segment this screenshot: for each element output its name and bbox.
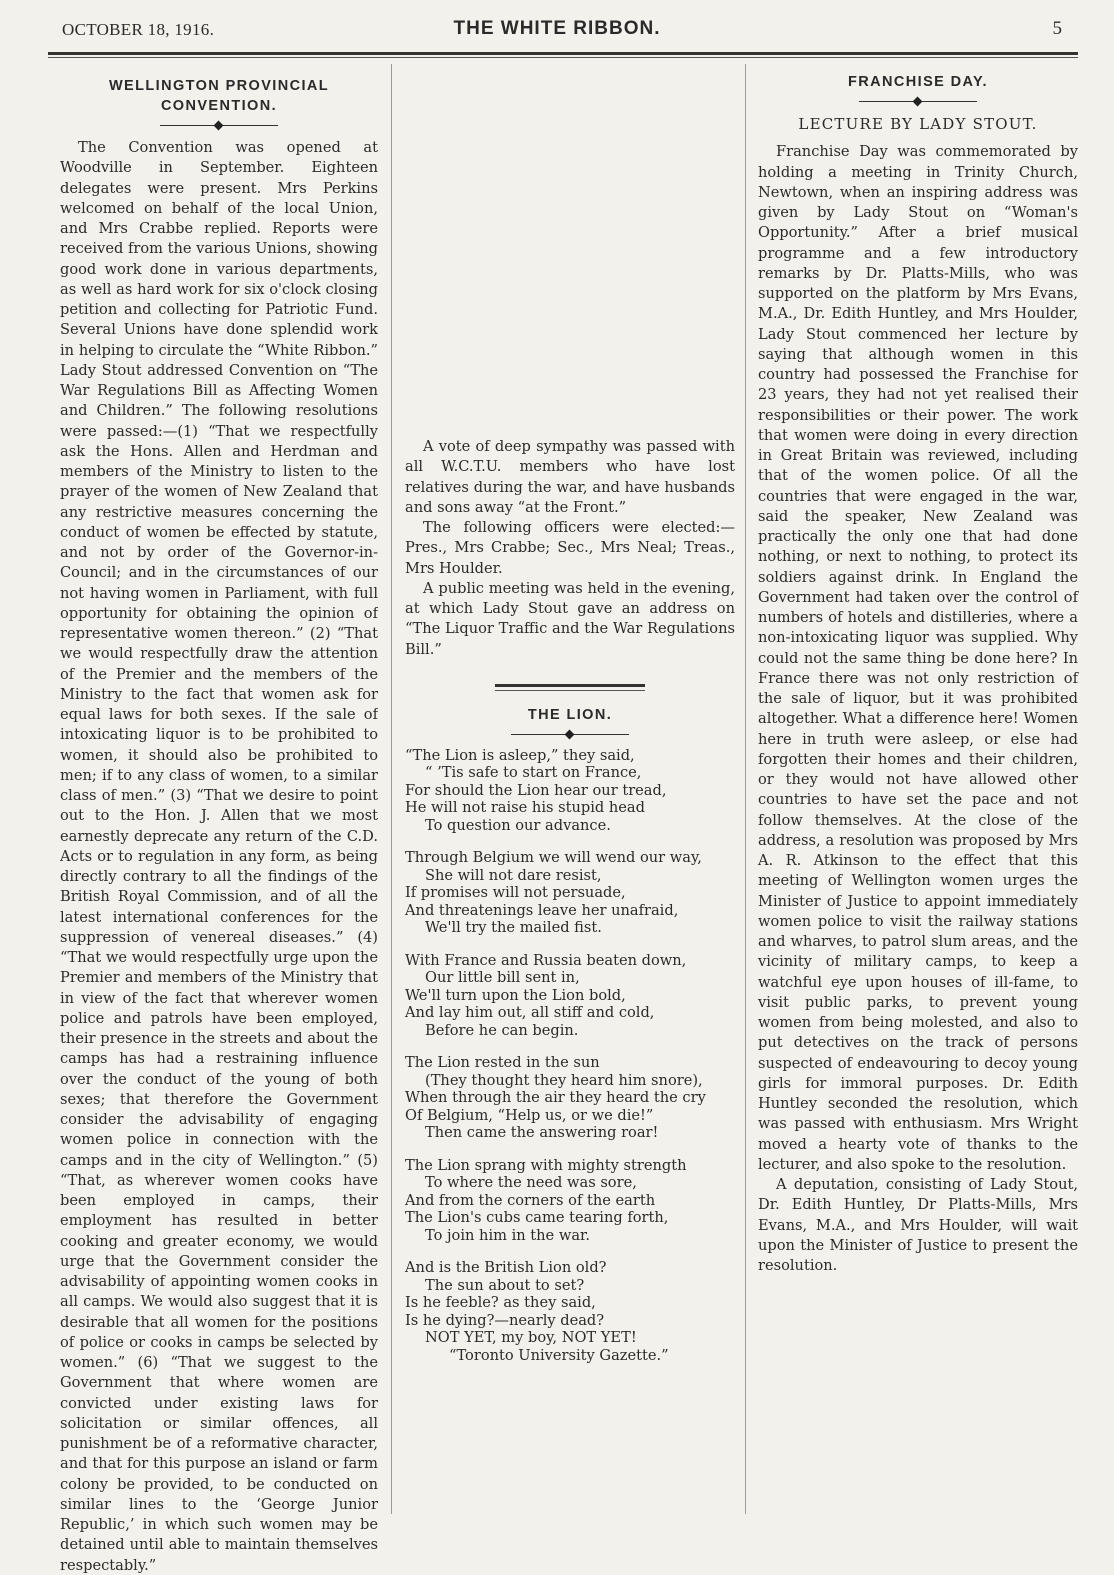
poem-line: Is he dying?—nearly dead? xyxy=(405,1311,605,1329)
wellington-para-2: A vote of deep sympathy was passed with all W.C.T.U. members who have lost relatives during the war, and have husbands and sons away “at the Front.” xyxy=(405,438,735,516)
poem-attribution: “Toronto University Gazette.” xyxy=(449,1346,669,1364)
poem-line: To join him in the war. xyxy=(425,1226,591,1244)
wellington-para-4: A public meeting was held in the evening, at which Lady Stout gave an address on “The Liquor Traffic and the War Regulations Bill.” xyxy=(405,579,735,658)
page-number: 5 xyxy=(1052,18,1062,39)
poem-line: For should the Lion hear our tread, xyxy=(405,781,667,799)
poem-stanza xyxy=(405,1157,735,1245)
poem-line: And from the corners of the earth xyxy=(405,1191,656,1209)
lion-poem xyxy=(405,747,735,1365)
article-heading-wellington: WELLINGTON PROVINCIAL CONVENTION. xyxy=(108,78,330,114)
article-heading-franchise: FRANCHISE DAY. xyxy=(848,74,988,90)
poem-line: Then came the answering roar! xyxy=(425,1124,659,1142)
poem-line: The Lion's cubs came tearing forth, xyxy=(405,1209,669,1227)
poem-line: Through Belgium we will wend our way, xyxy=(405,849,702,867)
poem-line: And threatenings leave her unafraid, xyxy=(405,901,679,919)
poem-line: And lay him out, all stiff and cold, xyxy=(405,1004,655,1022)
column-right xyxy=(758,72,1078,1276)
newspaper-title: THE WHITE RIBBON. xyxy=(453,18,661,39)
poem-line: Our little bill sent in, xyxy=(425,969,580,987)
poem-line: Is he feeble? as they said, xyxy=(405,1294,596,1312)
poem-stanza xyxy=(405,747,735,835)
column-divider xyxy=(391,64,392,1514)
poem-line: (They thought they heard him snore), xyxy=(425,1071,703,1089)
poem-line: If promises will not persuade, xyxy=(405,884,626,902)
heading-ornament xyxy=(859,98,977,106)
poem-line: With France and Russia beaten down, xyxy=(405,951,687,969)
poem-line: We'll turn upon the Lion bold, xyxy=(405,986,626,1004)
heading-ornament xyxy=(160,122,278,130)
poem-line: To question our advance. xyxy=(425,816,611,834)
wellington-para-1: The Convention was opened at Woodville in September. Eighteen delegates were present. Mrs Perkins welcomed on behalf of the local Union, and Mrs Crabbe replied. Reports were received from the various Unions, showing good work done in various departments, as well as hard work for six o'clock closing petition and collecting for Patriotic Fund. Several Unions have done splendid work in helping to circulate the “White Ribbon.” Lady Stout addressed Convention on “The War Regulations Bill as Affecting Women and Children.” The following resolutions were passed:—(1) “That we respectfully ask the Hons. Allen and Herdman and members of the Ministry to listen to the prayer of the women of New Zealand that any restrictive measures concerning the conduct of women be effected by statute, and not by order of the Governor-in-Council; and in the circumstances of our not having women in Parliament, with full opportunity for obtaining the opinion of representative women thereon.” (2) “That we would respectfully draw the attention of the Premier and the members of the Ministry to the fact that women ask for equal laws for both sexes. If the sale of intoxicating liquor is to be prohibited to women, it should also be prohibited to men; if to any class of women, to a similar class of men.” (3) “That we desire to point out to the Hon. J. Allen that we most earnestly deprecate any return of the C.D. Acts or to regulation in any form, as being directly contrary to all the findings of the British Royal Commission, and of all the latest international conferences for the suppression of venereal diseases.” (4) “That we would respectfully urge upon the Premier and members of the Ministry that in view of the fact that wherever women police and patrols have been employed, their presence in the streets and about the camps has had a restraining influence over the conduct of the young of both sexes; that therefore the Government consider the advisability of engaging women police in connection with the camps and in the city of Wellington.” (5) “That, as wherever women cooks have been employed in camps, their employment has resulted in better cooking and greater economy, we would urge that the Government consider the advisability of appointing women cooks in all camps. We would also suggest that it is desirable that all women for the positions of police or cooks in camps be selected by women.” (6) “That we suggest to the Government that where women are convicted under existing laws for solicitation or similar offences, all punishment be of a reformative character, and that for this purpose an island or farm colony be provided, to be conducted on similar lines to the ‘George Junior Republic,’ in which such women may be detained until able to maintain themselves respectably.” xyxy=(60,139,378,1574)
franchise-para-2: A deputation, consisting of Lady Stout, Dr. Edith Huntley, Dr Platts-Mills, Mrs Evans, M.A., and Mrs Houlder, will wait upon the Minister of Justice to present the resolution. xyxy=(758,1176,1078,1274)
poem-line: The Lion sprang with mighty strength xyxy=(405,1156,687,1174)
poem-line: When through the air they heard the cry xyxy=(405,1089,706,1107)
poem-line: And is the British Lion old? xyxy=(405,1259,607,1277)
heading-ornament xyxy=(511,731,629,739)
poem-stanza xyxy=(405,849,735,937)
article-subheading: LECTURE BY LADY STOUT. xyxy=(798,115,1038,133)
poem-stanza xyxy=(405,1259,735,1364)
poem-line: The sun about to set? xyxy=(425,1276,585,1294)
poem-line: “The Lion is asleep,” they said, xyxy=(405,746,635,764)
poem-line: The Lion rested in the sun xyxy=(405,1054,600,1072)
issue-date: OCTOBER 18, 1916. xyxy=(62,20,215,39)
poem-line: Before he can begin. xyxy=(425,1021,579,1039)
wellington-para-1-continued xyxy=(405,72,723,73)
poem-line: She will not dare resist, xyxy=(425,866,602,884)
column-divider xyxy=(745,64,746,1514)
masthead xyxy=(0,0,1114,60)
wellington-continuation xyxy=(405,72,723,437)
poem-line: He will not raise his stupid head xyxy=(405,799,645,817)
poem-line: Of Belgium, “Help us, or we die!” xyxy=(405,1106,654,1124)
poem-stanza xyxy=(405,1054,735,1142)
article-separator xyxy=(495,684,645,691)
poem-line: “ ’Tis safe to start on France, xyxy=(425,764,642,782)
poem-line: NOT YET, my boy, NOT YET! xyxy=(425,1329,637,1347)
wellington-para-3: The following officers were elected:—Pres., Mrs Crabbe; Sec., Mrs Neal; Treas., Mrs Houlder. xyxy=(405,519,735,577)
poem-line: We'll try the mailed fist. xyxy=(425,919,602,937)
masthead-rule xyxy=(48,52,1078,58)
poem-stanza xyxy=(405,952,735,1040)
franchise-para-1: Franchise Day was commemorated by holding a meeting in Trinity Church, Newtown, when an inspiring address was given by Lady Stout on “Woman's Opportunity.” After a brief musical programme and a few introductory remarks by Dr. Platts-Mills, who was supported on the platform by Mrs Evans, M.A., Dr. Edith Huntley, and Mrs Houlder, Lady Stout commenced her lecture by saying that although women in this country had possessed the Franchise for 23 years, they had not yet realised their responsibilities or their power. The work that women were doing in every direction in Great Britain was reviewed, including that of the women police. Of all the countries that were engaged in the war, said the speaker, New Zealand was practically the only one that had done nothing, or next to nothing, to protect its soldiers against drink. In England the Government had taken over the control of numbers of hotels and distilleries, where a non-intoxicating liquor was supplied. Why could not the same thing be done here? In France there was not only restriction of the sale of liquor, but it was prohibited altogether. What a difference here! Women here in truth were asleep, or else had forgotten their homes and their children, or they would not have allowed other countries to have set the pace and not follow themselves. At the close of the address, a resolution was proposed by Mrs A. R. Atkinson to the effect that this meeting of Wellington women urges the Minister of Justice to appoint immediately women police to visit the railway stations and wharves, to patrol slum areas, and the vicinity of military camps, to keep a watchful eye upon houses of ill-fame, to visit public parks, to prevent young women from being molested, and also to put detectives on the track of persons suspected of endeavouring to decoy young girls for immoral purposes. Dr. Edith Huntley seconded the resolution, which was passed with enthusiasm. Mrs Wright moved a hearty vote of thanks to the lecturer, and also spoke to the resolution. xyxy=(758,143,1078,1173)
poem-line: To where the need was sore, xyxy=(425,1174,637,1192)
column-left xyxy=(60,72,378,1575)
article-heading-lion: THE LION. xyxy=(527,706,613,723)
column-middle xyxy=(405,72,735,1364)
